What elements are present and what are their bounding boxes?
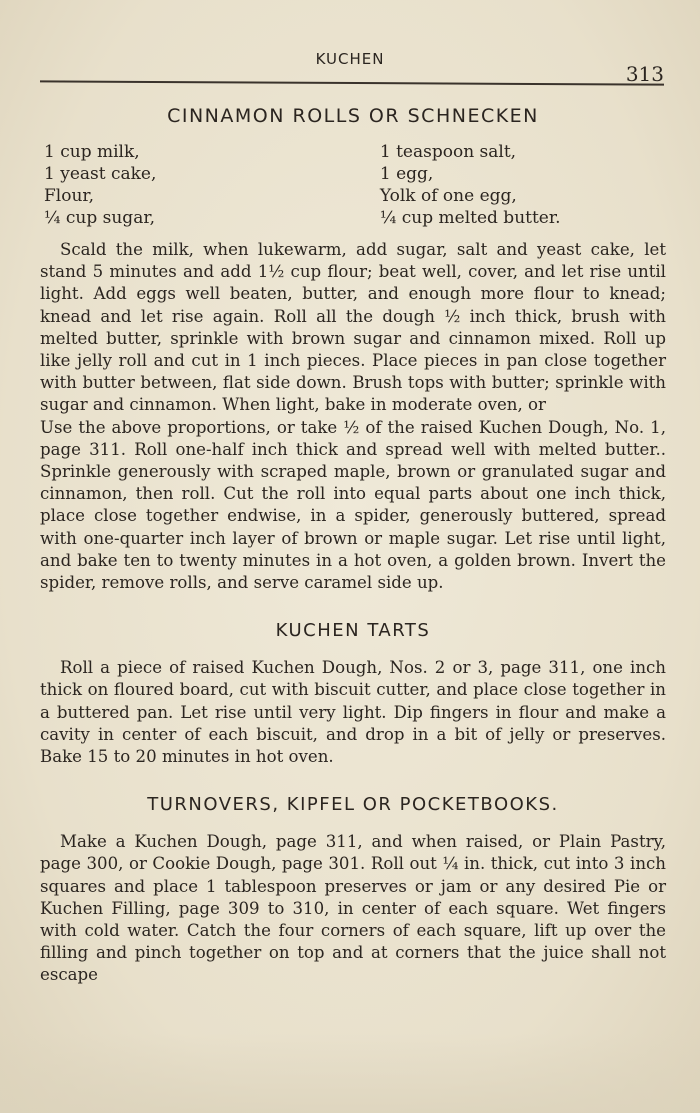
ingredient-item: 1 yeast cake, bbox=[44, 164, 157, 184]
recipe-paragraph: Make a Kuchen Dough, page 311, and when raised, or Plain Pastry, page 300, or Cookie Dough, page 301. Roll out ¼ in. thick, cut into 3 inch squares and place 1 tablespoon preserves or jam or any desired Pie or Kuchen Filling, page 309 to 310, in center of each square. Wet fingers with cold water. Catch the four corners of each square, lift up over the filling and pinch together on top and at corners that the juice shall not escape bbox=[40, 832, 666, 985]
ingredient-item: Yolk of one egg, bbox=[379, 186, 517, 206]
recipe-title-cinnamon-rolls: CINNAMON ROLLS OR SCHNECKEN bbox=[167, 105, 539, 127]
recipe-paragraph: Scald the milk, when lukewarm, add sugar, salt and yeast cake, let stand 5 minutes and add 1½ cup flour; beat well, cover, and let rise until light. Add eggs well beaten, butter, and enough more flour to knead; knead and let rise again. Roll all the dough ½ inch thick, brush with melted butter, sprinkle with brown sugar and cinnamon mixed. Roll up like jelly roll and cut in 1 inch pieces. Place pieces in pan close together with butter between, flat side down. Brush tops with butter; sprinkle with sugar and cinnamon. When light, bake in moderate oven, or bbox=[40, 240, 666, 415]
ingredient-item: Flour, bbox=[44, 186, 95, 206]
recipe-paragraph: Use the above proportions, or take ½ of the raised Kuchen Dough, No. 1, page 311. Roll one-half inch thick and spread well with melted butter.. Sprinkle generously with scraped maple, brown or granulated sugar and cinnamon, then roll. Cut the roll into equal parts about one inch thick, place close together endwise, in a spider, generously buttered, spread with one-quarter inch layer of brown or maple sugar. Let rise until light, and bake ten to twenty minutes in a hot oven, a golden brown. Invert the spider, remove rolls, and serve caramel side up. bbox=[40, 417, 666, 593]
page-number: 313 bbox=[625, 62, 664, 86]
recipe-title-kuchen-tarts: KUCHEN TARTS bbox=[275, 620, 431, 642]
header-rule bbox=[40, 80, 664, 85]
running-head: KUCHEN bbox=[315, 50, 385, 68]
page-content bbox=[40, 100, 666, 987]
ingredient-item: 1 teaspoon salt, bbox=[379, 142, 517, 162]
ingredient-list bbox=[44, 141, 666, 229]
recipe-paragraph: Roll a piece of raised Kuchen Dough, Nos. 2 or 3, page 311, one inch thick on floured board, cut with biscuit cutter, and place close together in a buttered pan. Let rise until very light. Dip fingers in flour and make a cavity in center of each biscuit, and drop in a bit of jelly or preserves. Bake 15 to 20 minutes in hot oven. bbox=[40, 658, 666, 767]
ingredient-item: 1 cup milk, bbox=[44, 142, 140, 162]
ingredient-item: ¼ cup melted butter. bbox=[379, 208, 561, 228]
ingredient-item: 1 egg, bbox=[379, 164, 434, 184]
ingredient-item: ¼ cup sugar, bbox=[44, 208, 155, 228]
recipe-title-turnovers: TURNOVERS, KIPFEL OR POCKETBOOKS. bbox=[147, 794, 559, 816]
page-shading bbox=[0, 1033, 700, 1113]
